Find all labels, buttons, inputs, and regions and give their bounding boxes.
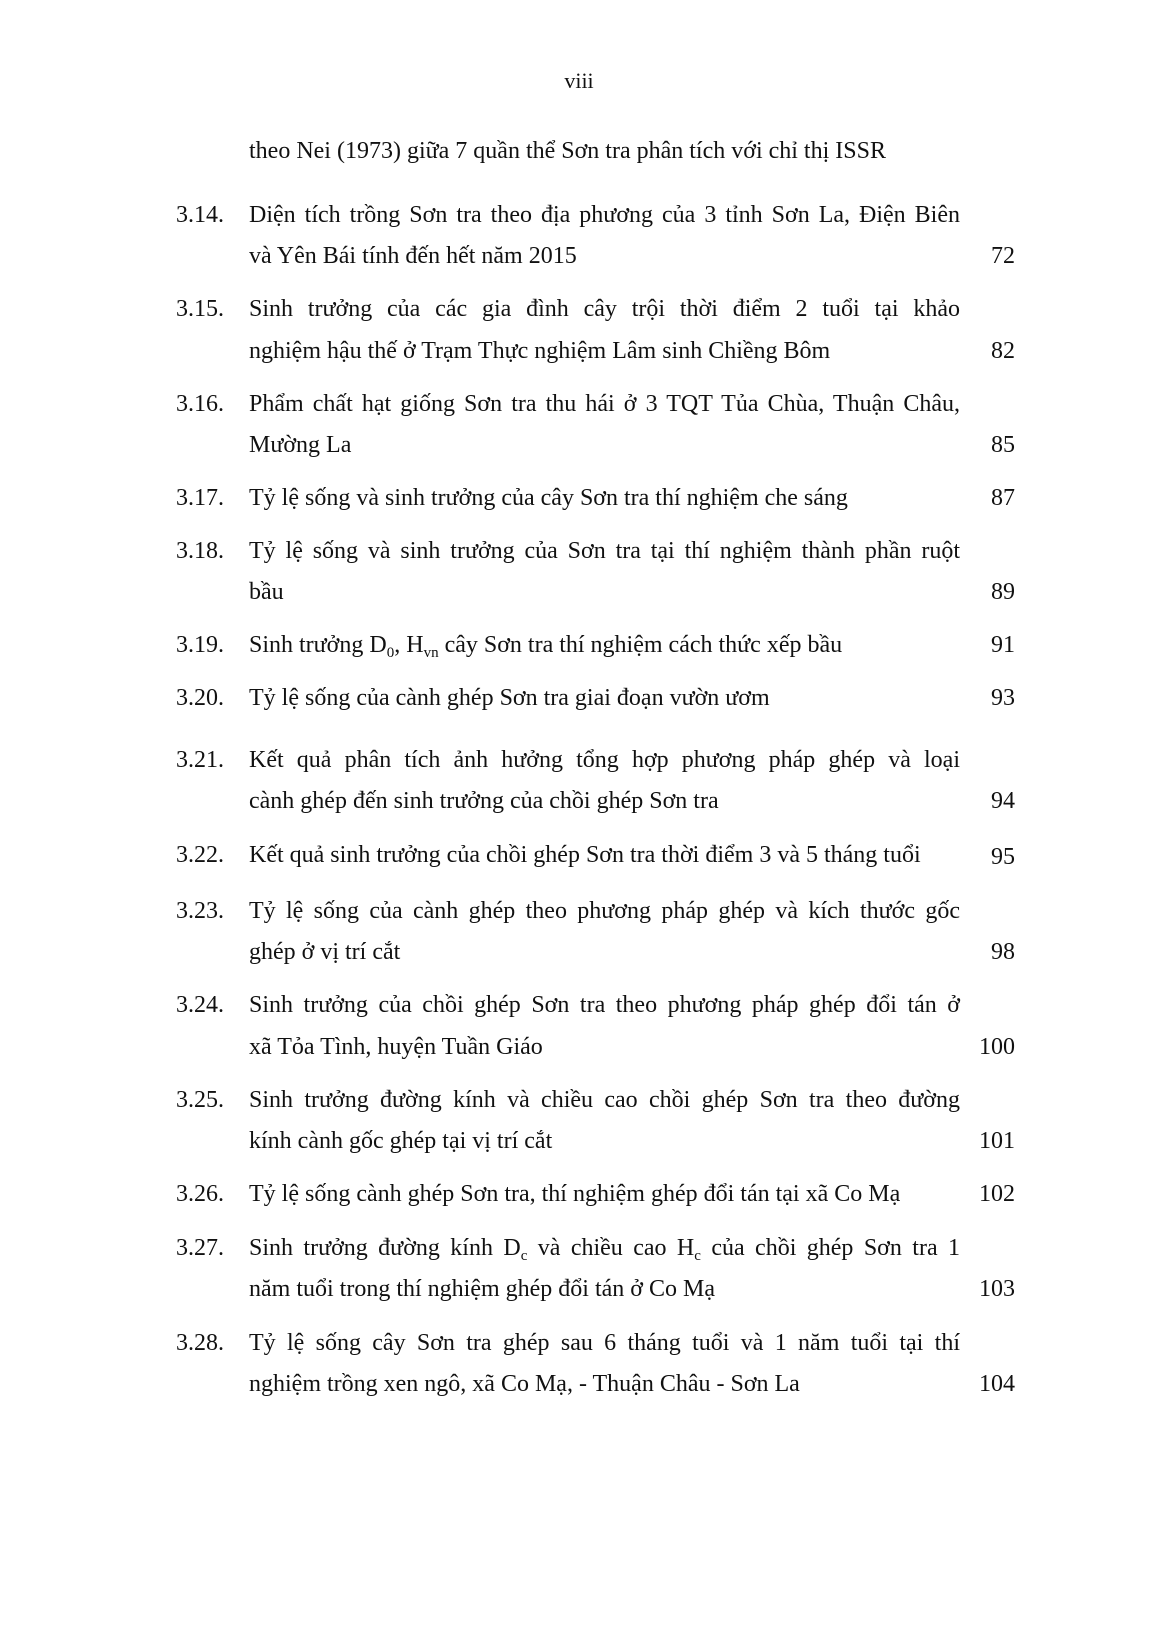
entry-page: 89 (991, 579, 1015, 605)
entry-number: 3.27. (176, 1235, 224, 1261)
entry-number: 3.21. (176, 747, 224, 773)
entry-page: 94 (991, 788, 1015, 814)
entry-number: 3.16. (176, 391, 224, 417)
entry-number: 3.15. (176, 296, 224, 322)
entry-page: 91 (991, 632, 1015, 658)
entry-title-line-1: Sinh trưởng đường kính và chiều cao chồi ghép Sơn tra theo đường (249, 1087, 960, 1113)
entry-title-line-2: kính cành gốc ghép tại vị trí cắt (249, 1128, 553, 1154)
entry-title-line-2: cành ghép đến sinh trưởng của chồi ghép Sơn tra (249, 788, 719, 814)
entry-page: 82 (991, 338, 1015, 364)
entry-title-line-2: Mường La (249, 432, 352, 458)
entry-page: 104 (979, 1371, 1015, 1397)
entry-title-line-1: Sinh trưởng $D_0$, $H_{vn}$ cây Sơn tra thí nghiệm cách thức xếp bầu (249, 632, 843, 661)
entry-title-line-1: Tỷ lệ sống của cành ghép Sơn tra giai đoạn vườn ươm (249, 685, 770, 711)
entry-title-line-1: Sinh trưởng của chồi ghép Sơn tra theo phương pháp ghép đổi tán ở (249, 992, 960, 1018)
entry-number: 3.20. (176, 685, 224, 711)
entry-title-line-1: Sinh trưởng của các gia đình cây trội thời điểm 2 tuổi tại khảo (249, 296, 960, 322)
entry-number: 3.26. (176, 1181, 224, 1207)
entry-title-line-1: Tỷ lệ sống cành ghép Sơn tra, thí nghiệm ghép đổi tán tại xã Co Mạ (249, 1181, 901, 1207)
entry-number: 3.22. (176, 842, 224, 868)
entry-number: 3.18. (176, 538, 224, 564)
entry-number: 3.25. (176, 1087, 224, 1113)
entry-number: 3.28. (176, 1330, 224, 1356)
entry-number: 3.19. (176, 632, 224, 658)
entry-title-line-1: Sinh trưởng đường kính $D_c$ và chiều cao $H_c$ của chồi ghép Sơn tra 1 (249, 1235, 960, 1264)
entry-title-line-2: năm tuổi trong thí nghiệm ghép đổi tán ở Co Mạ (249, 1276, 715, 1302)
entry-page: 72 (991, 243, 1015, 269)
entry-title-line-2: xã Tỏa Tình, huyện Tuần Giáo (249, 1034, 543, 1060)
entry-page: 101 (979, 1128, 1015, 1154)
entry-title-line-2: và Yên Bái tính đến hết năm 2015 (249, 243, 577, 269)
entry-page: 100 (979, 1034, 1015, 1060)
continuation-line: theo Nei (1973) giữa 7 quần thể Sơn tra phân tích với chỉ thị ISSR (249, 138, 886, 164)
entry-title-line-1: Tỷ lệ sống và sinh trưởng của cây Sơn tra thí nghiệm che sáng (249, 485, 848, 511)
entry-title-line-2: nghiệm trồng xen ngô, xã Co Mạ, - Thuận Châu - Sơn La (249, 1371, 800, 1397)
entry-page: 85 (991, 432, 1015, 458)
entry-page: 102 (979, 1181, 1015, 1207)
entry-page: 98 (991, 939, 1015, 965)
entry-page: 103 (979, 1276, 1015, 1302)
entry-number: 3.23. (176, 898, 224, 924)
entry-number: 3.14. (176, 202, 224, 228)
entry-page: 87 (991, 485, 1015, 511)
entry-title-line-1: Tỷ lệ sống của cành ghép theo phương pháp ghép và kích thước gốc (249, 898, 960, 924)
entry-title-line-2: bầu (249, 579, 284, 605)
entry-title-line-2: ghép ở vị trí cắt (249, 939, 401, 965)
entry-title-line-1: Kết quả sinh trưởng của chồi ghép Sơn tra thời điểm 3 và 5 tháng tuổi (249, 842, 921, 868)
entry-title-line-1: Phẩm chất hạt giống Sơn tra thu hái ở 3 TQT Tủa Chùa, Thuận Châu, (249, 391, 960, 417)
page-number: viii (564, 68, 594, 93)
entry-number: 3.17. (176, 485, 224, 511)
entry-page: 95 (991, 844, 1015, 870)
entry-title-line-1: Kết quả phân tích ảnh hưởng tổng hợp phương pháp ghép và loại (249, 747, 960, 773)
entry-number: 3.24. (176, 992, 224, 1018)
entry-page: 93 (991, 685, 1015, 711)
entry-title-line-1: Diện tích trồng Sơn tra theo địa phương của 3 tỉnh Sơn La, Điện Biên (249, 202, 960, 228)
entry-title-line-1: Tỷ lệ sống cây Sơn tra ghép sau 6 tháng tuổi và 1 năm tuổi tại thí (249, 1330, 960, 1356)
entry-title-line-2: nghiệm hậu thế ở Trạm Thực nghiệm Lâm sinh Chiềng Bôm (249, 338, 831, 364)
entry-title-line-1: Tỷ lệ sống và sinh trưởng của Sơn tra tại thí nghiệm thành phần ruột (249, 538, 960, 564)
